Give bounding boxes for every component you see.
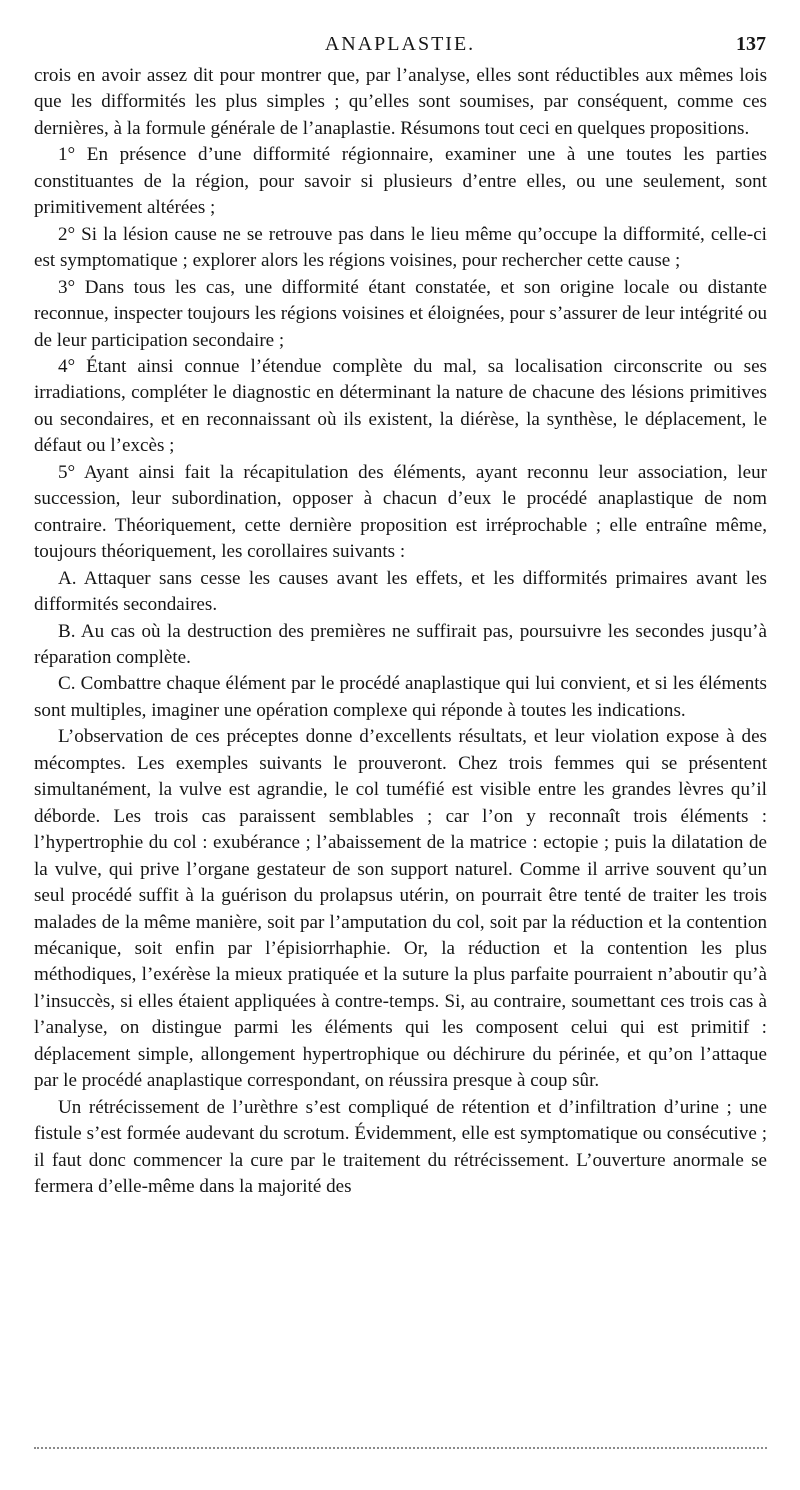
footer-dotted-rule xyxy=(34,1447,767,1449)
paragraph-retrecissement: Un rétrécissement de l’urèthre s’est compliqué de rétention et d’infiltration d’urine ; une fistule s’est formée audevant du scrotum. Évidemment, elle est symptomatique ou consécutive ; il faut donc commencer la cure par le traitement du rétrécissement. L’ouverture anormale se fermera d’elle-même dans la majorité des xyxy=(34,1096,767,1198)
page-number: 137 xyxy=(736,33,766,55)
corollary-b: B. Au cas où la destruction des premières ne suffirait pas, poursuivre les secondes jusqu’à réparation complète. xyxy=(34,620,767,668)
paragraph-continuation: crois en avoir assez dit pour montrer que, par l’analyse, elles sont réductibles aux mêmes lois que les difformités les plus simples ; qu’elles sont soumises, par conséquent, comme ces dernières, à la formule générale de l’anaplastie. Résumons tout ceci en quelques propositions. xyxy=(34,65,767,139)
proposition-4: 4° Étant ainsi connue l’étendue complète du mal, sa localisation circonscrite ou ses irradiations, compléter le diagnostic en déterminant la nature de chacune des lésions primitives ou secondaires, et en reconnaissant où ils existent, la diérèse, la synthèse, le déplacement, le défaut ou l’excès ; xyxy=(34,355,767,457)
running-title: ANAPLASTIE. xyxy=(324,33,476,55)
proposition-2: 2° Si la lésion cause ne se retrouve pas dans le lieu même qu’occupe la difformité, celle-ci est symptomatique ; explorer alors les régions voisines, pour rechercher cette cause ; xyxy=(34,223,767,272)
corollary-a: A. Attaquer sans cesse les causes avant les effets, et les difformités primaires avant les difformités secondaires. xyxy=(34,567,767,616)
proposition-5: 5° Ayant ainsi fait la récapitulation des éléments, ayant reconnu leur association, leur succession, leur subordination, opposer à chacun d’eux le procédé anaplastique de nom contraire. Théoriquement, cette dernière proposition est irréprochable ; elle entraîne même, toujours théoriquement, les corollaires suivants : xyxy=(34,461,767,563)
proposition-1: 1° En présence d’une difformité régionnaire, examiner une à une toutes les parties constituantes de la région, pour savoir si plusieurs d’entre elles, ou une seulement, sont primitivement altérées ; xyxy=(34,144,767,219)
corollary-c: C. Combattre chaque élément par le procédé anaplastique qui lui convient, et si les éléments sont multiples, imaginer une opération complexe qui réponde à toutes les indications. xyxy=(34,673,767,721)
page-header xyxy=(34,30,766,58)
paragraph-observation: L’observation de ces préceptes donne d’excellents résultats, et leur violation expose à des mécomptes. Les exemples suivants le prouveront. Chez trois femmes qui se présentent simultanément, la vulve est agrandie, le col tuméfié est visible entre les grandes lèvres qu’il déborde. Les trois cas paraissent semblables ; car l’on y reconnaît trois éléments : l’hypertrophie du col : exubérance ; l’abaissement de la matrice : ectopie ; puis la dilatation de la vulve, qui prive l’organe gestateur de son support naturel. Comme il arrive souvent qu’un seul procédé suffit à la guérison du prolapsus utérin, on pourrait être tenté de traiter les trois malades de la même manière, soit par l’amputation du col, soit par la réduction et la contention mécanique, soit enfin par l’épisiorrhaphie. Or, la réduction et la contention les plus méthodiques, l’exérèse la mieux pratiquée et la suture la plus parfaite pourraient n’aboutir qu’à l’insuccès, si elles étaient appliquées à contre-temps. Si, au contraire, soumettant ces trois cas à l’analyse, on distingue parmi les éléments qui les composent celui qui est primitif : déplacement simple, allongement hypertrophique ou déchirure du périnée, et qu’on l’attaque par le procédé anaplastique correspondant, on réussira presque à coup sûr. xyxy=(34,726,767,1092)
body-text xyxy=(34,63,767,1200)
proposition-3: 3° Dans tous les cas, une difformité étant constatée, et son origine locale ou distante reconnue, inspecter toujours les régions voisines et éloignées, pour s’assurer de leur intégrité ou de leur participation secondaire ; xyxy=(34,276,767,351)
